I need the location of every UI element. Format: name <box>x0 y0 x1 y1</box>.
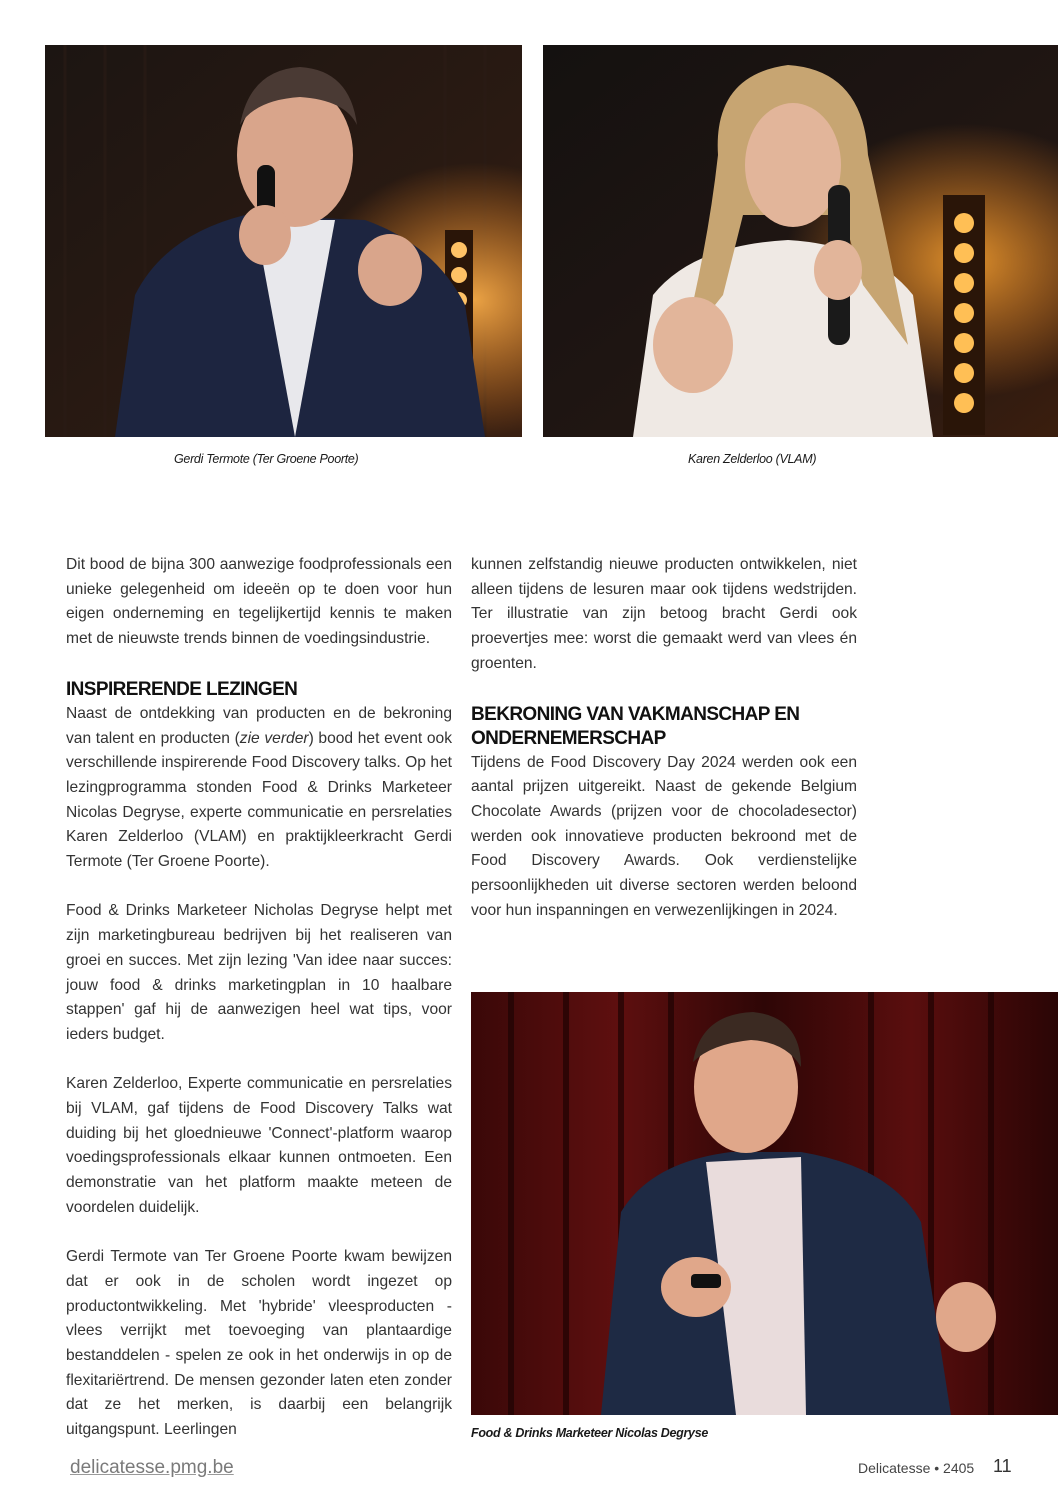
intro-paragraph: Dit bood de bijna 300 aanwezige foodprofessionals een unieke gelegenheid om ideeën op te doen voor hun eigen onderneming en tegelijkertijd kennis te maken met de nieuwste trends binnen de voedingsindustrie. <box>66 556 452 648</box>
right-column <box>471 553 857 923</box>
talks-paragraph-2: Food & Drinks Marketeer Nicholas Degryse helpt met zijn marketingbureau bedrijven bij het realiseren van groei en succes. Met zijn lezing 'Van idee naar succes: jouw food & drinks marketingplan in 10 haalbare stappen' gaf hij de aanwezigen heel wat tips, voor ieders budget. <box>66 902 452 1043</box>
continued-paragraph: kunnen zelfstandig nieuwe producten ontwikkelen, niet alleen tijdens de lesuren maar ook tijdens wedstrijden. Ter illustratie van zijn betoog bracht Gerdi ook proevertjes mee: worst die gemaakt werd van vlees én groenten. <box>471 556 857 672</box>
photo-nicolas-degryse <box>471 992 1058 1415</box>
talks-paragraph-3: Karen Zelderloo, Experte communicatie en persrelaties bij VLAM, gaf tijdens de Food Discovery Talks wat duiding bij het gloednieuwe 'Connect'-platform waarop voedingsprofessionals elkaar kunnen ontmoeten. Een demonstratie van het platform maakte meteen de voordelen duidelijk. <box>66 1075 452 1216</box>
heading-bekroning: BEKRONING VAN VAKMANSCHAP EN ONDERNEMERSCHAP <box>471 703 800 749</box>
talks-paragraph-4: Gerdi Termote van Ter Groene Poorte kwam bewijzen dat er ook in de scholen wordt ingezet op productontwikkeling. Met 'hybride' vleesproducten - vlees verrijkt met toevoeging van plantaardige bestanddelen - spelen ze ook in het onderwijs in op de flexitariërtrend. De mensen gezonder laten eten zonder dat ze het merken, is daarbij een belangrijk uitgangspunt. Leerlingen <box>66 1248 452 1439</box>
heading-inspirerende-lezingen: INSPIRERENDE LEZINGEN <box>66 678 298 700</box>
caption-karen-zelderloo: Karen Zelderloo (VLAM) <box>688 452 817 466</box>
footer-url-link[interactable]: delicatesse.pmg.be <box>70 1457 234 1478</box>
left-column <box>66 553 452 1443</box>
footer-magazine-issue: Delicatesse • 2405 <box>858 1460 975 1476</box>
awards-paragraph-1: Tijdens de Food Discovery Day 2024 werden ook een aantal prijzen uitgereikt. Naast de gekende Belgium Chocolate Awards (prijzen voor de chocoladesector) werden ook innovatieve producten bekroond met de Food Discovery Awards. Ook verdienstelijke persoonlijkheden uit diverse sectoren werden beloond voor hun inspanningen en verwezenlijkingen in 2024. <box>471 753 857 919</box>
page-number: 11 <box>993 1456 1012 1476</box>
italic-reference: zie verder <box>239 729 309 747</box>
caption-nicolas-degryse: Food & Drinks Marketeer Nicolas Degryse <box>471 1426 709 1440</box>
photo-gerdi-termote <box>45 45 522 437</box>
talks-paragraph-1: Naast de ontdekking van producten en de bekroning van talent en producten (zie verder) bood het event ook verschillende inspirerende Food Discovery talks. Op het lezingprogramma stonden Food & Drinks Marketeer Nicolas Degryse, experte communicatie en persrelaties Karen Zelderloo (VLAM) en praktijkleerkracht Gerdi Termote (Ter Groene Poorte). <box>66 704 452 871</box>
caption-gerdi-termote: Gerdi Termote (Ter Groene Poorte) <box>174 452 359 466</box>
photo-karen-zelderloo <box>543 45 1058 437</box>
